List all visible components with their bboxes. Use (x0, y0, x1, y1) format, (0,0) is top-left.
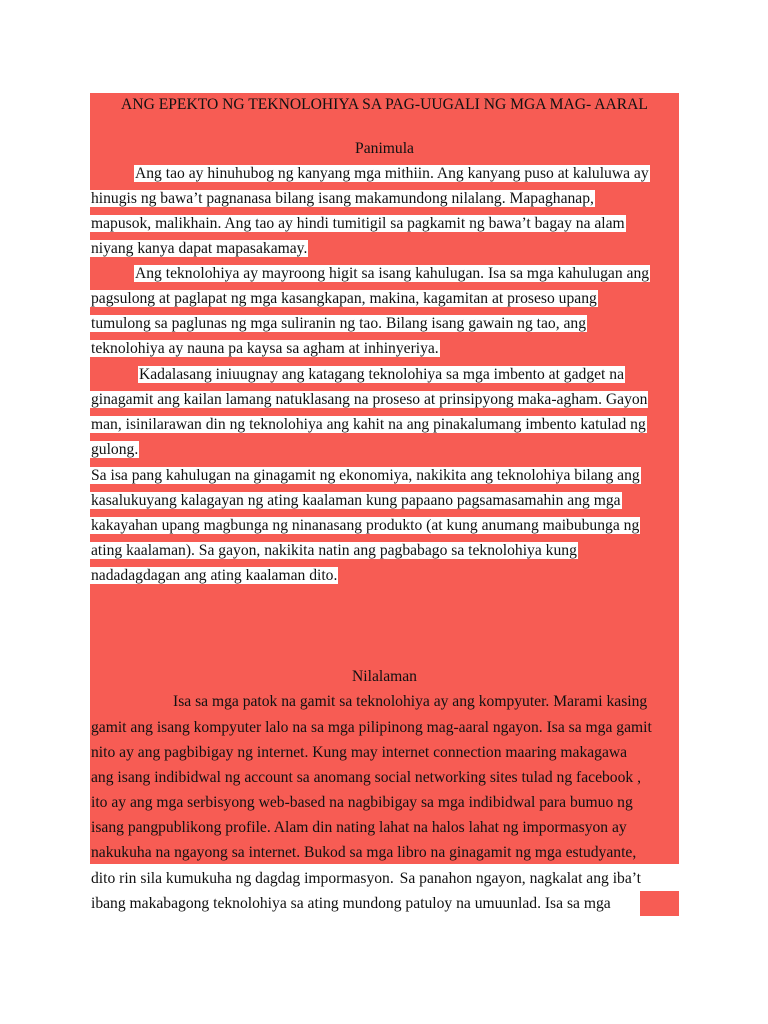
text-line: nadadagdagan ang ating kaalaman dito. (91, 567, 338, 584)
text-line: ang isang indibidwal ng account sa anomang social networking sites tulad ng facebook , (91, 769, 641, 786)
document-title: ANG EPEKTO NG TEKNOLOHIYA SA PAG-UUGALI NG MGA MAG- AARAL (121, 96, 648, 113)
text-line (90, 868, 642, 890)
text-line: mapusok, malikhain. Ang tao ay hindi tumitigil sa pagkamit ng bawa’t bagay na alam (91, 215, 625, 232)
text-line: kasalukuyang kalagayan ng ating kaalaman kung papaano pagsamasamahin ang mga (91, 492, 621, 509)
text-line: gulong. (91, 441, 139, 458)
text-segment: dito rin sila kumukuha ng dagdag impormasyon. (91, 870, 394, 887)
text-segment-highlighted: Sa panahon ngayon, nagkalat ang iba’t (399, 870, 642, 887)
text-line: Kadalasang iniuugnay ang katagang teknolohiya sa mga imbento at gadget na (139, 366, 624, 383)
text-line: niyang kanya dapat mapasakamay. (91, 240, 308, 257)
text-line: Ang teknolohiya ay mayroong higit sa isang kahulugan. Isa sa mga kahulugan ang (135, 265, 650, 282)
text-line: ating kaalaman). Sa gayon, nakikita natin ang pagbabago sa teknolohiya kung (91, 542, 577, 559)
text-line: pagsulong at paglapat ng mga kasangkapan, makina, kagamitan at proseso upang (91, 290, 597, 307)
text-line: ibang makabagong teknolohiya sa ating mundong patuloy na umuunlad. Isa sa mga (91, 895, 611, 912)
text-line: nakukuha na ngayong sa internet. Bukod sa mga libro na ginagamit ng mga estudyante, (91, 844, 637, 861)
text-line: man, isinilarawan din ng teknolohiya ang kahit na ang pinakalumang imbento katulad ng (91, 416, 646, 433)
text-line: Isa sa mga patok na gamit sa teknolohiya ay ang kompyuter. Marami kasing (173, 693, 648, 710)
text-line: ito ay ang mga serbisyong web-based na nagbibigay sa mga indibidwal para bumuo ng (91, 794, 633, 811)
red-highlight-block-3 (640, 891, 679, 916)
heading-nilalaman: Nilalaman (352, 668, 417, 685)
text-line: Ang tao ay hinuhubog ng kanyang mga mithiin. Ang kanyang puso at kaluluwa ay (135, 165, 649, 182)
text-line: teknolohiya ay nauna pa kaysa sa agham at inhinyeriya. (91, 340, 439, 357)
text-line: isang pangpublikong profile. Alam din nating lahat na halos lahat ng impormasyon ay (91, 819, 627, 836)
text-line: ginagamit ang kailan lamang natuklasang na proseso at prinsipyong maka-agham. Gayon (91, 391, 648, 408)
text-line: gamit ang isang kompyuter lalo na sa mga pilipinong mag-aaral ngayon. Isa sa mga gamit (91, 719, 652, 736)
text-line: Sa isa pang kahulugan na ginagamit ng ekonomiya, nakikita ang teknolohiya bilang ang (91, 467, 640, 484)
text-line: hinugis ng bawa’t pagnanasa bilang isang makamundong nilalang. Mapaghanap, (91, 190, 594, 207)
text-line: tumulong sa paglunas ng mga suliranin ng tao. Bilang isang gawain ng tao, ang (91, 315, 587, 332)
heading-panimula: Panimula (355, 140, 414, 157)
text-line: nito ay ang pagbibigay ng internet. Kung may internet connection maaring makagawa (91, 744, 628, 761)
text-line: kakayahan upang magbunga ng ninanasang produkto (at kung anumang maibubunga ng (91, 517, 640, 534)
